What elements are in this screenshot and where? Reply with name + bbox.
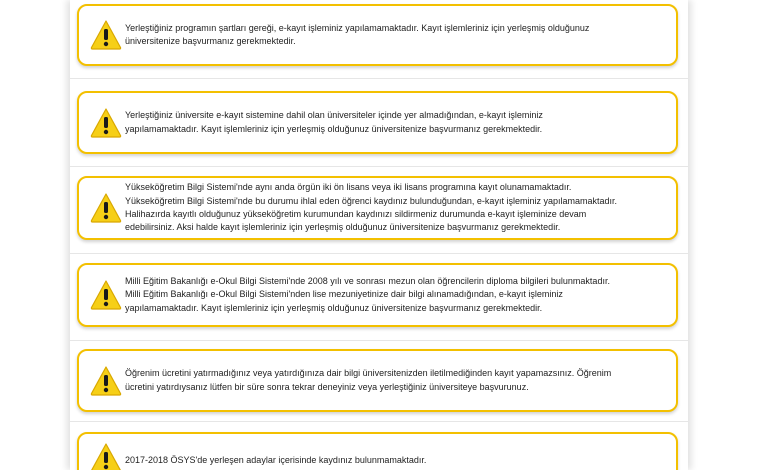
warning-alert [77, 91, 678, 154]
warning-icon [89, 106, 123, 140]
warning-icon [89, 441, 123, 470]
divider [70, 421, 688, 422]
alert-message: Milli Eğitim Bakanlığı e-Okul Bilgi Sistemi'nde 2008 yılı ve sonrası mezun olan öğrencilerin diploma bilgileri bulunmaktadır. Milli Eğitim Bakanlığı e-Okul Bilgi Sistemi'nden lise mezuniyetinize dair bilgi alınamadığından, e-kayıt işleminiz yapılamamaktadır. Kayıt işlemleriniz için yerleşmiş olduğunuz üniversitenize başvurmanız gerekmektedir. [125, 276, 610, 313]
divider [70, 166, 688, 167]
alert-message: Yerleştiğiniz programın şartları gereği, e-kayıt işleminiz yapılamamaktadır. Kayıt işlemleriniz için yerleşmiş olduğunuz üniversitenize başvurmanız gerekmektedir. [125, 22, 590, 46]
warning-alert [77, 263, 678, 327]
divider [70, 340, 688, 341]
alert-message: Yerleştiğiniz üniversite e-kayıt sistemine dahil olan üniversiteler içinde yer almadığından, e-kayıt işleminiz yapılamamaktadır. Kayıt işlemleriniz için yerleşmiş olduğunuz üniversitenize başvurmanız gerekmektedir. [125, 110, 543, 134]
warning-alert [77, 4, 678, 66]
warning-icon [89, 364, 123, 398]
warning-alert [77, 176, 678, 240]
alert-message: 2017-2018 ÖSYS'de yerleşen adaylar içerisinde kaydınız bulunmamaktadır. [125, 455, 427, 465]
warning-icon [89, 278, 123, 312]
warning-alert [77, 432, 678, 470]
divider [70, 78, 688, 79]
divider [70, 253, 688, 254]
warning-icon [89, 18, 123, 52]
warning-alert [77, 349, 678, 412]
warning-icon [89, 191, 123, 225]
alert-message: Yükseköğretim Bilgi Sistemi'nde aynı anda örgün iki ön lisans veya iki lisans programına kayıt olunamamaktadır. Yükseköğretim Bilgi Sistemi'nde bu durumu ihlal eden öğrenci kaydınız bulunduğundan, e-kayıt işleminiz yapılamamaktadır. Halihazırda kayıtlı olduğunuz yükseköğretim kurumundan kaydınızı sildirmeniz durumunda e-kayıt işleminize devam edebilirsiniz. Aksi halde kayıt işlemleriniz için yerleşmiş olduğunuz üniversitenize başvurmanız gerekmektedir. [125, 182, 617, 233]
alert-message: Öğrenim ücretini yatırmadığınız veya yatırdığınıza dair bilgi üniversitenizden iletilmediğinden kayıt yapamazsınız. Öğrenim ücretini yatırdıysanız lütfen bir süre sonra tekrar deneyiniz veya yerleştiğiniz üniversiteye başvurunuz. [125, 368, 612, 392]
